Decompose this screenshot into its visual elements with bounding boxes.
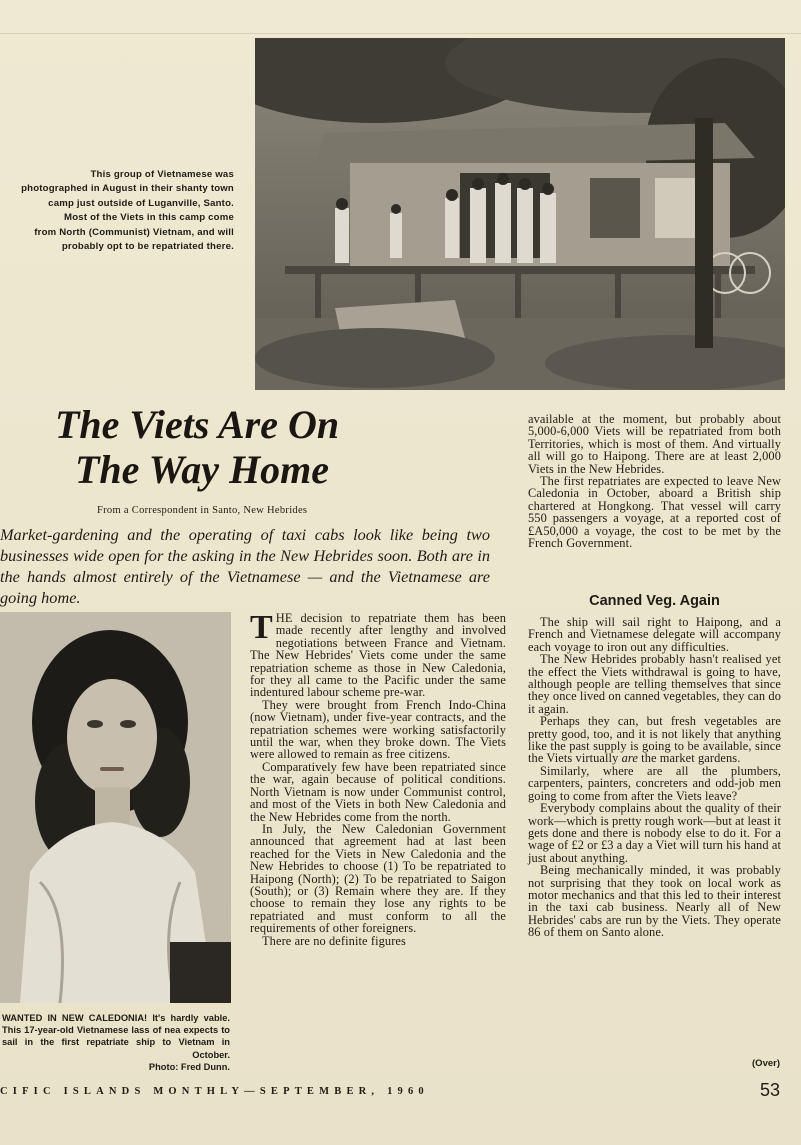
top-caption-line: Most of the Viets in this camp come: [64, 212, 234, 224]
paragraph-text: Perhaps they can, but fresh vegetables are pretty good, too, and it is not likely that anything like the past supply is going to be available, since the Viets virtually: [528, 714, 781, 766]
article-paragraph: They were brought from French Indo-China (now Vietnam), under five-year contracts, and the repatriation schemes were working satisfactorily until the war, when they broke down. The Viets were allowed to remain as free citizens.: [250, 697, 506, 762]
shanty-town-photo-image: [255, 38, 785, 390]
article-column-2-bottom: [528, 616, 781, 939]
paragraph-text: the market gardens.: [637, 751, 741, 766]
photo-credit: Photo: Fred Dunn.: [148, 1061, 230, 1072]
article-column-2-top: [528, 413, 781, 549]
paragraph-text: HE decision to repatriate them has been made recently after lengthy and involved negotiations between France and Vietnam. The New Hebrides' Viets come under the same repatriation scheme as those in New Caledonia, for they all came to the Pacific under the same indentured labour scheme pre-war.: [250, 611, 506, 700]
article-paragraph: Similarly, where are all the plumbers, carpenters, painters, concreters and odd-job men going to come from after the Viets leave?: [528, 763, 781, 803]
top-margin-rule: [0, 33, 801, 34]
article-intro: Market-gardening and the operating of taxi cabs look like being two businesses wide open for the asking in the New Hebrides soon. Both are in the hands almost entirely of the Vietnamese — and the Vietnamese are going home.: [0, 525, 490, 607]
portrait-caption: [2, 1012, 230, 1073]
headline-line-2: The Way Home: [75, 447, 330, 492]
section-subheading: Canned Veg. Again: [589, 593, 720, 609]
article-paragraph: [528, 715, 781, 765]
top-caption-line: from North (Communist) Vietnam, and will: [34, 226, 234, 238]
drop-cap: T: [250, 609, 273, 646]
page-number: 53: [759, 1080, 780, 1100]
article-paragraph: In July, the New Caledonian Government announced that agreement had at last been reached for the Viets in New Caledonia and the New Hebrides to choose (1) To be repatriated to Haipong (North); (2) To be repatriated to Saigon (South); or (3) Remain where they are. If they choose to remain they lose any rights to be repatriated and must conform to all the requirements of other foreigners.: [250, 821, 506, 936]
magazine-footer: CIFIC ISLANDS MONTHLY—SEPTEMBER, 1960: [0, 1086, 429, 1097]
top-caption-line: camp just outside of Luganville, Santo.: [48, 197, 234, 209]
article-paragraph: Being mechanically minded, it was probably not surprising that they took on local work as motor mechanics and that this led to their interest in the taxi cab business. Nearly all of New Hebrides' cabs are run by the Viets. They operate 86 of them on Santo alone.: [528, 863, 781, 940]
article-headline: [55, 402, 495, 492]
article-paragraph: The ship will sail right to Haipong, and a French and Vietnamese delegate will accompany each voyage to iron out any difficulties.: [528, 615, 781, 654]
article-paragraph: Everybody complains about the quality of their work—which is pretty rough work—but at least it gets done and there is nobody else to do it. For a wage of £2 or £3 a day a Viet will turn his hand at just about anything.: [528, 801, 781, 865]
top-photo-caption: [4, 168, 234, 254]
article-paragraph: available at the moment, but probably about 5,000-6,000 Viets will be repatriated from both Territories, which is most of them. And virtually all will go to Haipong. There are at least 2,000 Viets in the New Hebrides.: [528, 412, 781, 476]
article-byline: From a Correspondent in Santo, New Hebrides: [97, 505, 308, 516]
emphasis-text: are: [621, 751, 638, 766]
article-paragraph: Comparatively few have been repatriated since the war, again because of political conditions. North Vietnam is now under Communist control, and most of the Viets in both New Caledonia and the New Hebrides come from the north.: [250, 759, 506, 824]
top-caption-line: photographed in August in their shanty town: [21, 183, 234, 195]
article-column-1: [250, 609, 506, 948]
top-caption-line: probably opt to be repatriated there.: [61, 241, 234, 253]
headline-line-1: The Viets Are On: [55, 402, 340, 447]
article-paragraph: There are no definite figures: [262, 933, 406, 948]
article-paragraph: [250, 609, 506, 700]
portrait-photo-image: [0, 612, 231, 1003]
portrait-caption-text: WANTED IN NEW CALEDONIA! It's hardly vable. This 17-year-old Vietnamese lass of nea expects to sail in the first repatriate ship to Vietnam in October.: [2, 1013, 230, 1060]
article-paragraph: The first repatriates are expected to leave New Caledonia in October, aboard a British ship chartered at Hongkong. That vessel will carry 550 passengers a voyage, at a reported cost of £A50,000 a voyage, the cost to be met by the French Government.: [528, 474, 781, 551]
article-paragraph: The New Hebrides probably hasn't realised yet the effect the Viets withdrawal is going to have, although people are telling themselves that since they once lived on canned vegetables, they can do it again.: [528, 652, 781, 716]
continued-marker: (Over): [752, 1058, 780, 1069]
top-caption-line: This group of Vietnamese was: [90, 169, 234, 180]
shanty-town-photo: [255, 38, 785, 390]
portrait-photo: [0, 612, 231, 1003]
